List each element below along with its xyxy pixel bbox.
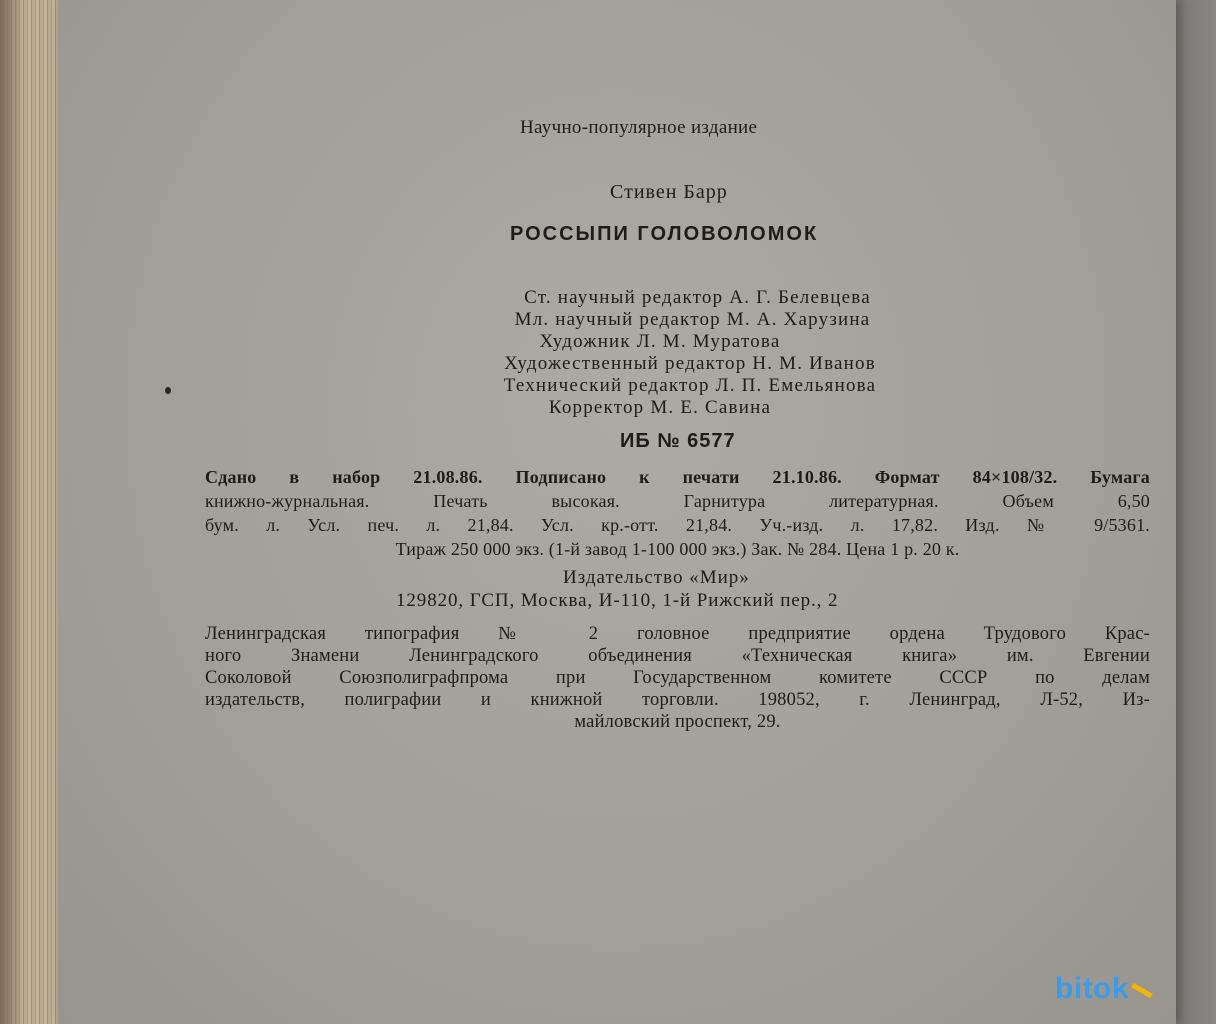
- credit-line: Художник Л. М. Муратова: [539, 331, 781, 352]
- credit-line: Художественный редактор Н. М. Иванов: [504, 353, 876, 374]
- ink-dot: [165, 387, 171, 394]
- publisher-address: 129820, ГСП, Москва, И-110, 1-й Рижский пер., 2: [396, 590, 839, 611]
- book-title: РОССЫПИ ГОЛОВОЛОМОК: [510, 223, 819, 245]
- edition-type: Научно-популярное издание: [520, 117, 758, 138]
- watermark-logo: [1055, 972, 1153, 1006]
- author-name: Стивен Барр: [610, 181, 728, 203]
- credits-block: [380, 287, 1000, 419]
- ib-number: ИБ № 6577: [620, 430, 736, 452]
- imprint-line: книжно-журнальная. Печать высокая. Гарнитура литературная. Объем 6,50: [205, 491, 1150, 511]
- printer-block: [205, 623, 1150, 733]
- credit-line: Ст. научный редактор А. Г. Белевцева: [524, 287, 871, 308]
- imprint-block: [205, 465, 1150, 561]
- imprint-line: Сдано в набор 21.08.86. Подписано к печати 21.10.86. Формат 84×108/32. Бумага: [205, 467, 1150, 487]
- printer-line: издательств, полиграфии и книжной торговли. 198052, г. Ленинград, Л-52, Из-: [205, 690, 1150, 710]
- imprint-line: Тираж 250 000 экз. (1-й завод 1-100 000 экз.) Зак. № 284. Цена 1 р. 20 к.: [395, 539, 960, 559]
- background-strip: [1170, 0, 1216, 1024]
- credit-line: Корректор М. Е. Савина: [548, 397, 772, 418]
- imprint-line: бум. л. Усл. печ. л. 21,84. Усл. кр.-отт. 21,84. Уч.-изд. л. 17,82. Изд. № 9/5361.: [205, 515, 1150, 535]
- credit-line: Мл. научный редактор М. А. Харузина: [514, 309, 871, 330]
- publisher-name: Издательство «Мир»: [563, 567, 750, 588]
- printer-line: Соколовой Союзполиграфпрома при Государственном комитете СССР по делам: [205, 668, 1150, 688]
- credit-line: Технический редактор Л. П. Емельянова: [503, 375, 877, 396]
- page-stack-shadow: [0, 0, 24, 1024]
- printer-line: Ленинградская типография № 2 головное предприятие ордена Трудового Крас-: [205, 624, 1150, 644]
- pencil-icon: [1131, 982, 1153, 997]
- watermark-logo-text: bitok: [1055, 972, 1130, 1005]
- printer-line: майловский проспект, 29.: [574, 712, 781, 732]
- printer-line: ного Знамени Ленинградского объединения «Техническая книга» им. Евгении: [205, 646, 1150, 666]
